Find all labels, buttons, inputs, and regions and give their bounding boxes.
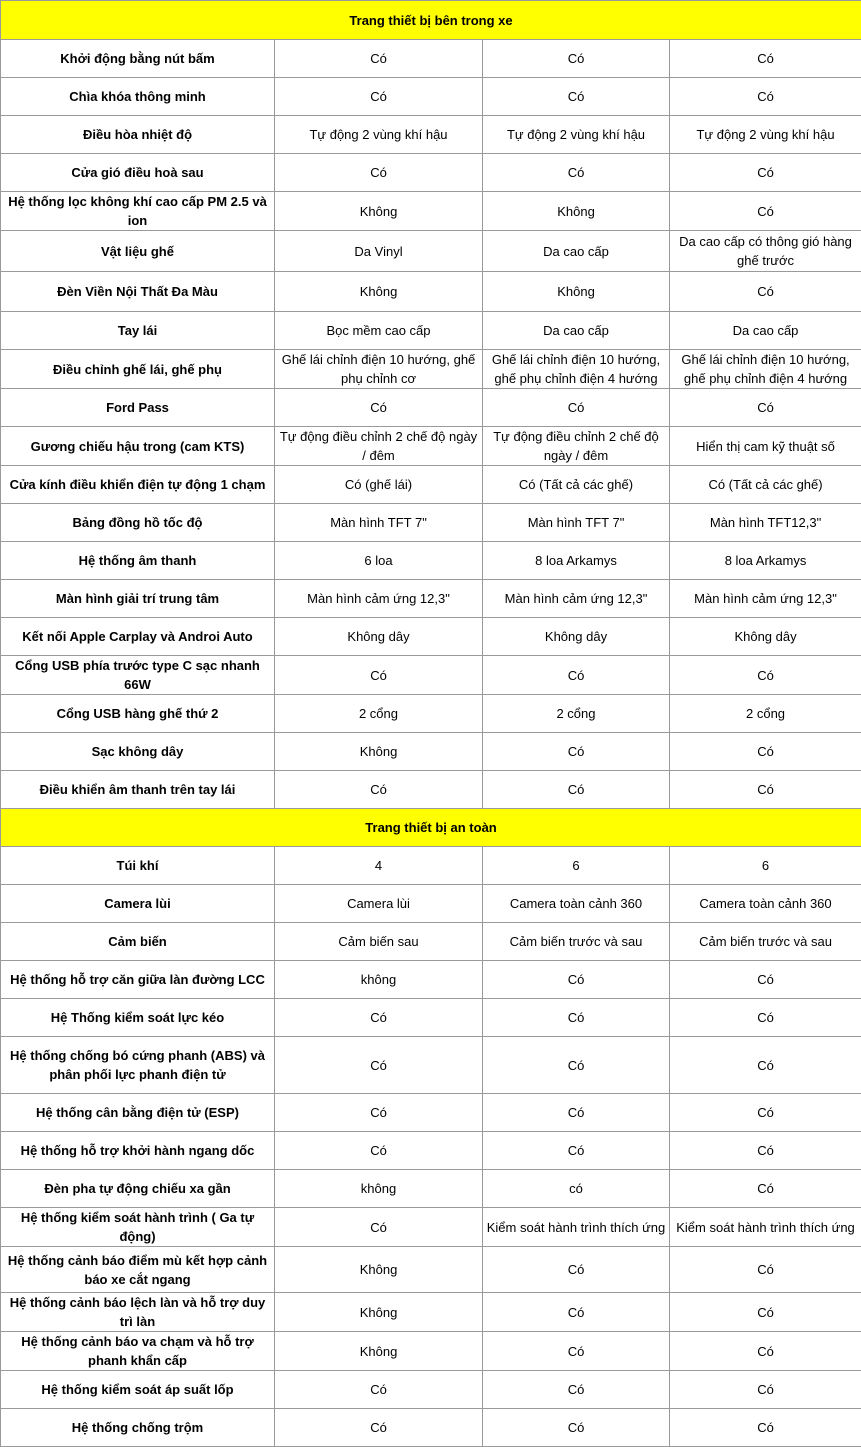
table-row [1,885,861,923]
variant-2-value-cell: Có [483,154,670,192]
variant-1-value-cell: Có [275,656,483,695]
table-row [1,427,861,466]
variant-2-value-cell: Có [483,1293,670,1332]
variant-2-value-cell: Có [483,961,670,999]
variant-1-value-cell: Bọc mềm cao cấp [275,312,483,350]
variant-2-value-cell: 2 cổng [483,695,670,733]
variant-2-value-cell: Không dây [483,618,670,656]
variant-1-value-cell: Da Vinyl [275,231,483,272]
table-row [1,771,861,809]
table-row [1,961,861,999]
variant-2-value-cell: Có [483,1094,670,1132]
variant-3-value-cell: Có [670,1371,861,1409]
feature-name-cell: Hệ thống lọc không khí cao cấp PM 2.5 và ion [1,192,275,231]
variant-3-value-cell: Không dây [670,618,861,656]
variant-3-value-cell: Cảm biến trước và sau [670,923,861,961]
feature-name-cell: Hệ thống chống trộm [1,1409,275,1447]
table-row [1,1293,861,1332]
variant-1-value-cell: Có [275,389,483,427]
variant-1-value-cell: Ghế lái chỉnh điện 10 hướng, ghế phụ chỉnh cơ [275,350,483,389]
variant-1-value-cell: Tự động 2 vùng khí hậu [275,116,483,154]
table-row [1,272,861,312]
table-row [1,1037,861,1094]
variant-1-value-cell: Không [275,1293,483,1332]
variant-2-value-cell: Có [483,656,670,695]
variant-1-value-cell: Không [275,1247,483,1293]
variant-1-value-cell: Không [275,733,483,771]
variant-3-value-cell: Có [670,272,861,312]
variant-3-value-cell: Màn hình TFT12,3" [670,504,861,542]
variant-2-value-cell: Kiểm soát hành trình thích ứng [483,1208,670,1247]
variant-2-value-cell: Tự động 2 vùng khí hậu [483,116,670,154]
variant-2-value-cell: Camera toàn cảnh 360 [483,885,670,923]
variant-2-value-cell: Có [483,1132,670,1170]
feature-name-cell: Điều hòa nhiệt độ [1,116,275,154]
variant-3-value-cell: Có [670,78,861,116]
variant-1-value-cell: Có [275,40,483,78]
variant-3-value-cell: Ghế lái chỉnh điện 10 hướng, ghế phụ chỉnh điện 4 hướng [670,350,861,389]
variant-3-value-cell: Camera toàn cảnh 360 [670,885,861,923]
variant-1-value-cell: không [275,1170,483,1208]
table-row [1,1332,861,1371]
variant-1-value-cell: 2 cổng [275,695,483,733]
variant-1-value-cell: Camera lùi [275,885,483,923]
equipment-table-body [1,1,861,1447]
variant-3-value-cell: Có [670,961,861,999]
variant-2-value-cell: Da cao cấp [483,312,670,350]
variant-3-value-cell: Có [670,40,861,78]
variant-1-value-cell: Không [275,1332,483,1371]
table-row [1,466,861,504]
variant-1-value-cell: Có [275,1132,483,1170]
feature-name-cell: Cổng USB hàng ghế thứ 2 [1,695,275,733]
feature-name-cell: Khởi động bằng nút bấm [1,40,275,78]
feature-name-cell: Cửa gió điều hoà sau [1,154,275,192]
section-header-row [1,1,861,40]
variant-1-value-cell: Có (ghế lái) [275,466,483,504]
variant-3-value-cell: Có [670,1293,861,1332]
variant-3-value-cell: Có [670,1170,861,1208]
feature-name-cell: Sạc không dây [1,733,275,771]
table-row [1,192,861,231]
variant-2-value-cell: Có [483,389,670,427]
feature-name-cell: Đèn Viền Nội Thất Đa Màu [1,272,275,312]
variant-1-value-cell: Có [275,1208,483,1247]
variant-1-value-cell: 6 loa [275,542,483,580]
feature-name-cell: Hệ thống cân bằng điện tử (ESP) [1,1094,275,1132]
variant-3-value-cell: Có [670,656,861,695]
table-row [1,1409,861,1447]
variant-2-value-cell: 8 loa Arkamys [483,542,670,580]
section-title: Trang thiết bị an toàn [1,809,861,847]
feature-name-cell: Camera lùi [1,885,275,923]
table-row [1,542,861,580]
table-row [1,580,861,618]
variant-1-value-cell: Có [275,1371,483,1409]
table-row [1,695,861,733]
variant-3-value-cell: Có [670,1094,861,1132]
section-title: Trang thiết bị bên trong xe [1,1,861,40]
variant-1-value-cell: Có [275,78,483,116]
table-row [1,78,861,116]
variant-3-value-cell: Da cao cấp có thông gió hàng ghế trước [670,231,861,272]
table-row [1,504,861,542]
feature-name-cell: Cổng USB phía trước type C sạc nhanh 66W [1,656,275,695]
variant-2-value-cell: Không [483,272,670,312]
table-row [1,154,861,192]
variant-2-value-cell: Da cao cấp [483,231,670,272]
variant-2-value-cell: Màn hình TFT 7" [483,504,670,542]
variant-3-value-cell: Có [670,1037,861,1094]
table-row [1,1094,861,1132]
feature-name-cell: Đèn pha tự động chiếu xa gần [1,1170,275,1208]
table-row [1,231,861,272]
variant-2-value-cell: Có [483,1371,670,1409]
feature-name-cell: Hệ thống cảnh báo lệch làn và hỗ trợ duy trì làn [1,1293,275,1332]
variant-1-value-cell: Có [275,1094,483,1132]
variant-2-value-cell: Có [483,1409,670,1447]
variant-2-value-cell: Ghế lái chỉnh điện 10 hướng, ghế phụ chỉnh điện 4 hướng [483,350,670,389]
feature-name-cell: Điều chỉnh ghế lái, ghế phụ [1,350,275,389]
feature-name-cell: Hệ thống hỗ trợ căn giữa làn đường LCC [1,961,275,999]
variant-1-value-cell: Có [275,154,483,192]
variant-2-value-cell: 6 [483,847,670,885]
table-row [1,999,861,1037]
feature-name-cell: Cảm biến [1,923,275,961]
feature-name-cell: Màn hình giải trí trung tâm [1,580,275,618]
variant-2-value-cell: Có [483,1037,670,1094]
feature-name-cell: Hệ thống âm thanh [1,542,275,580]
table-row [1,656,861,695]
variant-1-value-cell: Không [275,272,483,312]
table-row [1,1208,861,1247]
feature-name-cell: Hệ thống hỗ trợ khởi hành ngang dốc [1,1132,275,1170]
variant-3-value-cell: Tự động 2 vùng khí hậu [670,116,861,154]
variant-3-value-cell: Kiểm soát hành trình thích ứng [670,1208,861,1247]
section-header-row [1,809,861,847]
variant-3-value-cell: Có [670,192,861,231]
variant-3-value-cell: 2 cổng [670,695,861,733]
feature-name-cell: Kết nối Apple Carplay và Androi Auto [1,618,275,656]
variant-2-value-cell: Có [483,78,670,116]
variant-1-value-cell: Có [275,771,483,809]
feature-name-cell: Hệ thống cảnh báo điểm mù kết hợp cảnh báo xe cắt ngang [1,1247,275,1293]
variant-3-value-cell: Có [670,1409,861,1447]
variant-3-value-cell: Da cao cấp [670,312,861,350]
variant-3-value-cell: Màn hình cảm ứng 12,3" [670,580,861,618]
table-row [1,1170,861,1208]
table-row [1,923,861,961]
variant-3-value-cell: 6 [670,847,861,885]
feature-name-cell: Điều khiển âm thanh trên tay lái [1,771,275,809]
variant-2-value-cell: Có [483,1247,670,1293]
table-row [1,847,861,885]
variant-2-value-cell: Có [483,999,670,1037]
feature-name-cell: Tay lái [1,312,275,350]
table-row [1,389,861,427]
variant-3-value-cell: Có [670,1132,861,1170]
variant-1-value-cell: 4 [275,847,483,885]
feature-name-cell: Bảng đồng hồ tốc độ [1,504,275,542]
variant-1-value-cell: Tự động điều chỉnh 2 chế độ ngày / đêm [275,427,483,466]
variant-3-value-cell: 8 loa Arkamys [670,542,861,580]
variant-2-value-cell: Có [483,733,670,771]
feature-name-cell: Hệ thống cảnh báo va chạm và hỗ trợ phanh khẩn cấp [1,1332,275,1371]
feature-name-cell: Chìa khóa thông minh [1,78,275,116]
feature-name-cell: Hệ thống chống bó cứng phanh (ABS) và phân phối lực phanh điện tử [1,1037,275,1094]
feature-name-cell: Hệ thống kiểm soát hành trình ( Ga tự động) [1,1208,275,1247]
variant-3-value-cell: Có [670,733,861,771]
table-row [1,1371,861,1409]
variant-3-value-cell: Có (Tất cả các ghế) [670,466,861,504]
feature-name-cell: Túi khí [1,847,275,885]
feature-name-cell: Cửa kính điều khiển điện tự động 1 chạm [1,466,275,504]
variant-3-value-cell: Có [670,1332,861,1371]
table-row [1,618,861,656]
variant-3-value-cell: Có [670,999,861,1037]
variant-2-value-cell: Có [483,40,670,78]
variant-1-value-cell: Màn hình TFT 7" [275,504,483,542]
feature-name-cell: Hệ Thống kiểm soát lực kéo [1,999,275,1037]
table-row [1,350,861,389]
variant-2-value-cell: Có [483,771,670,809]
variant-1-value-cell: Màn hình cảm ứng 12,3" [275,580,483,618]
variant-2-value-cell: Có (Tất cả các ghế) [483,466,670,504]
variant-3-value-cell: Có [670,389,861,427]
variant-1-value-cell: Cảm biến sau [275,923,483,961]
variant-1-value-cell: Có [275,999,483,1037]
table-row [1,312,861,350]
table-row [1,733,861,771]
variant-2-value-cell: Màn hình cảm ứng 12,3" [483,580,670,618]
variant-1-value-cell: Có [275,1409,483,1447]
feature-name-cell: Hệ thống kiểm soát áp suất lốp [1,1371,275,1409]
feature-name-cell: Vật liệu ghế [1,231,275,272]
variant-1-value-cell: không [275,961,483,999]
variant-2-value-cell: có [483,1170,670,1208]
variant-1-value-cell: Không [275,192,483,231]
table-row [1,1247,861,1293]
feature-name-cell: Ford Pass [1,389,275,427]
table-row [1,116,861,154]
variant-3-value-cell: Có [670,1247,861,1293]
table-row [1,40,861,78]
variant-2-value-cell: Có [483,1332,670,1371]
variant-3-value-cell: Có [670,771,861,809]
variant-1-value-cell: Không dây [275,618,483,656]
feature-name-cell: Gương chiếu hậu trong (cam KTS) [1,427,275,466]
variant-2-value-cell: Cảm biến trước và sau [483,923,670,961]
variant-1-value-cell: Có [275,1037,483,1094]
variant-3-value-cell: Hiển thị cam kỹ thuật số [670,427,861,466]
variant-3-value-cell: Có [670,154,861,192]
table-row [1,1132,861,1170]
variant-2-value-cell: Tự động điều chỉnh 2 chế độ ngày / đêm [483,427,670,466]
variant-2-value-cell: Không [483,192,670,231]
